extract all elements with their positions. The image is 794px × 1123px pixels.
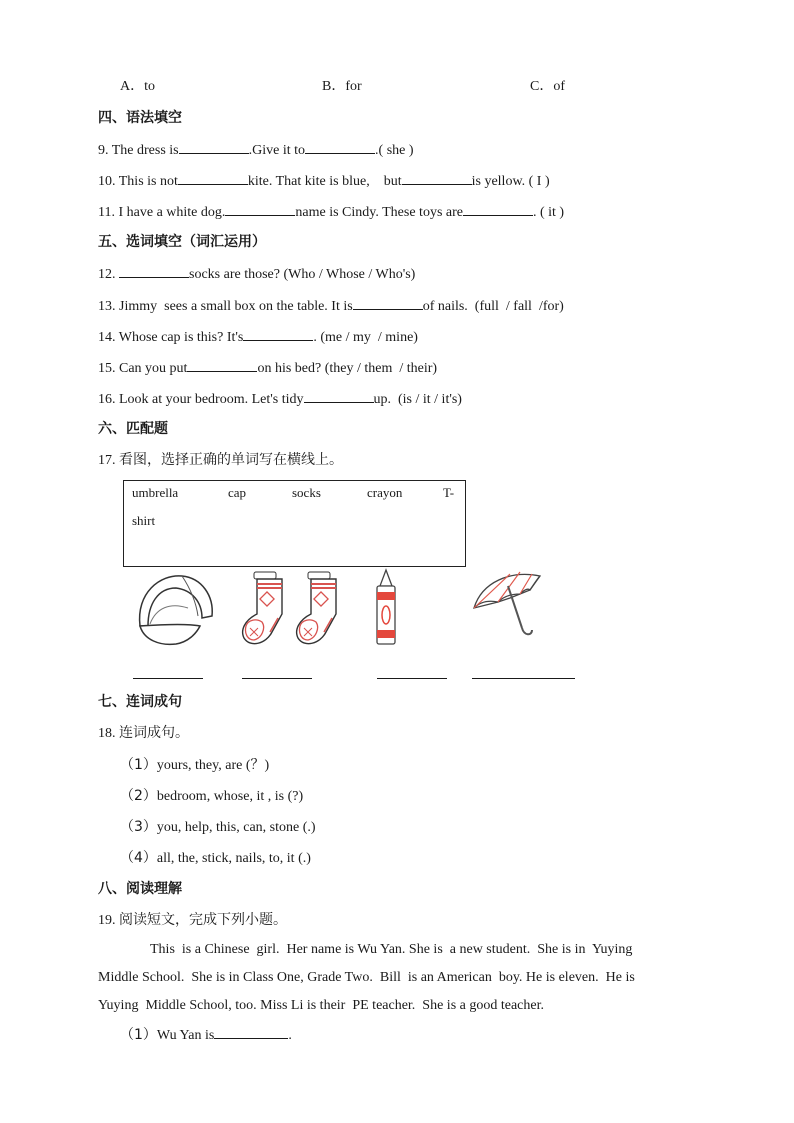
question-text: of nails. (full / fall /for) bbox=[422, 299, 564, 314]
question-text: 连词成句。 bbox=[119, 725, 189, 741]
word-tshirt-part1: T- bbox=[443, 485, 455, 500]
sentence-item-2 bbox=[120, 787, 303, 806]
word-cap: cap bbox=[228, 485, 247, 500]
question-text: 看图，选择正确的单词写在横线上。 bbox=[119, 452, 343, 468]
reading-sub-1 bbox=[120, 1025, 292, 1045]
answer-blank[interactable] bbox=[463, 202, 533, 216]
question-19 bbox=[98, 911, 287, 930]
word-bank-box bbox=[123, 480, 466, 567]
section-heading-8: 八、阅读理解 bbox=[98, 881, 182, 897]
word-tshirt-part2: shirt bbox=[132, 513, 156, 528]
answer-blank[interactable] bbox=[305, 140, 375, 154]
question-16 bbox=[98, 389, 462, 409]
passage-line-3: Yuying Middle School, too. Miss Li is their PE teacher. She is a good teacher. bbox=[98, 998, 544, 1013]
question-number: 11. bbox=[98, 205, 115, 220]
item-number: （1） bbox=[120, 757, 157, 773]
picture-answer-blank-4[interactable] bbox=[472, 678, 575, 679]
item-number: （2） bbox=[120, 788, 157, 804]
question-text: Jimmy sees a small box on the table. It is bbox=[119, 299, 353, 314]
section-heading-5: 五、选词填空（词汇运用） bbox=[98, 234, 266, 250]
question-number: 14. bbox=[98, 330, 116, 345]
question-text: Whose cap is this? It's bbox=[118, 330, 244, 345]
answer-blank[interactable] bbox=[214, 1025, 288, 1039]
sentence-item-3 bbox=[120, 818, 316, 837]
item-text: all, the, stick, nails, to, it (.) bbox=[156, 851, 311, 866]
section-heading-6: 六、匹配题 bbox=[98, 421, 168, 437]
answer-blank[interactable] bbox=[402, 171, 472, 185]
question-11 bbox=[98, 202, 564, 222]
question-number: 10. bbox=[98, 174, 116, 189]
section-heading-7: 七、连词成句 bbox=[98, 694, 182, 710]
question-12 bbox=[98, 264, 415, 284]
question-number: 17. bbox=[98, 453, 116, 468]
question-text: I have a white dog. bbox=[118, 205, 226, 220]
cap-icon bbox=[130, 568, 216, 650]
section-heading-4: 四、语法填空 bbox=[98, 110, 182, 126]
question-text: The dress is bbox=[111, 143, 179, 158]
option-a: A．to bbox=[120, 79, 155, 94]
option-c: C．of bbox=[530, 79, 565, 94]
sentence-item-1 bbox=[120, 756, 269, 775]
question-number: 15. bbox=[98, 361, 116, 376]
question-number: 9. bbox=[98, 143, 109, 158]
umbrella-icon bbox=[470, 568, 544, 640]
answer-blank[interactable] bbox=[178, 171, 248, 185]
item-number: （1） bbox=[120, 1027, 157, 1043]
passage-line-1: This is a Chinese girl. Her name is Wu Yan. She is a new student. She is in Yuying bbox=[150, 942, 633, 957]
picture-answer-blank-2[interactable] bbox=[242, 678, 312, 679]
question-text: 阅读短文，完成下列小题。 bbox=[119, 912, 287, 928]
question-text: socks are those? (Who / Whose / Who's) bbox=[189, 267, 416, 282]
question-13 bbox=[98, 296, 564, 316]
item-text: you, help, this, can, stone (.) bbox=[156, 820, 316, 835]
answer-blank[interactable] bbox=[243, 327, 313, 341]
sentence-item-4 bbox=[120, 849, 311, 868]
answer-blank[interactable] bbox=[187, 358, 257, 372]
item-text: bedroom, whose, it , is (?) bbox=[156, 789, 304, 804]
question-number: 13. bbox=[98, 299, 116, 314]
option-b: B．for bbox=[322, 79, 362, 94]
picture-answer-blank-1[interactable] bbox=[133, 678, 203, 679]
word-umbrella: umbrella bbox=[132, 485, 179, 500]
question-text: Can you put bbox=[119, 361, 188, 376]
question-14 bbox=[98, 327, 418, 347]
question-text: up. (is / it / it's) bbox=[373, 392, 462, 407]
question-number: 18. bbox=[98, 726, 116, 741]
question-text: name is Cindy. These toys are bbox=[295, 205, 463, 220]
crayon-icon bbox=[372, 568, 400, 646]
answer-blank[interactable] bbox=[225, 202, 295, 216]
question-text: . ( it ) bbox=[532, 205, 565, 220]
question-text: kite. That kite is blue, but bbox=[247, 174, 402, 189]
question-15 bbox=[98, 358, 437, 378]
question-text: This is not bbox=[118, 174, 178, 189]
item-text: . bbox=[288, 1028, 292, 1043]
item-text: yours, they, are (？) bbox=[156, 758, 270, 773]
answer-blank[interactable] bbox=[304, 389, 374, 403]
question-number: 19. bbox=[98, 913, 116, 928]
item-number: （4） bbox=[120, 850, 157, 866]
question-text: .( she ) bbox=[375, 143, 414, 158]
question-text: . (me / my / mine) bbox=[313, 330, 418, 345]
question-text: on his bed? (they / them / their) bbox=[257, 361, 438, 376]
word-crayon: crayon bbox=[367, 485, 403, 500]
answer-blank[interactable] bbox=[353, 296, 423, 310]
question-text: Look at your bedroom. Let's tidy bbox=[119, 392, 304, 407]
answer-blank[interactable] bbox=[179, 140, 249, 154]
question-number: 16. bbox=[98, 392, 116, 407]
item-text: Wu Yan is bbox=[156, 1028, 215, 1043]
question-9 bbox=[98, 140, 414, 160]
question-number: 12. bbox=[98, 267, 116, 282]
question-text: is yellow. ( I ) bbox=[471, 174, 550, 189]
item-number: （3） bbox=[120, 819, 157, 835]
socks-icon bbox=[240, 570, 348, 648]
question-17 bbox=[98, 451, 343, 470]
answer-blank[interactable] bbox=[119, 264, 189, 278]
question-text: .Give it to bbox=[248, 143, 306, 158]
picture-answer-blank-3[interactable] bbox=[377, 678, 447, 679]
question-10 bbox=[98, 171, 550, 191]
word-socks: socks bbox=[292, 485, 321, 500]
question-18 bbox=[98, 724, 189, 743]
passage-line-2: Middle School. She is in Class One, Grade Two. Bill is an American boy. He is eleven. He is bbox=[98, 970, 635, 985]
